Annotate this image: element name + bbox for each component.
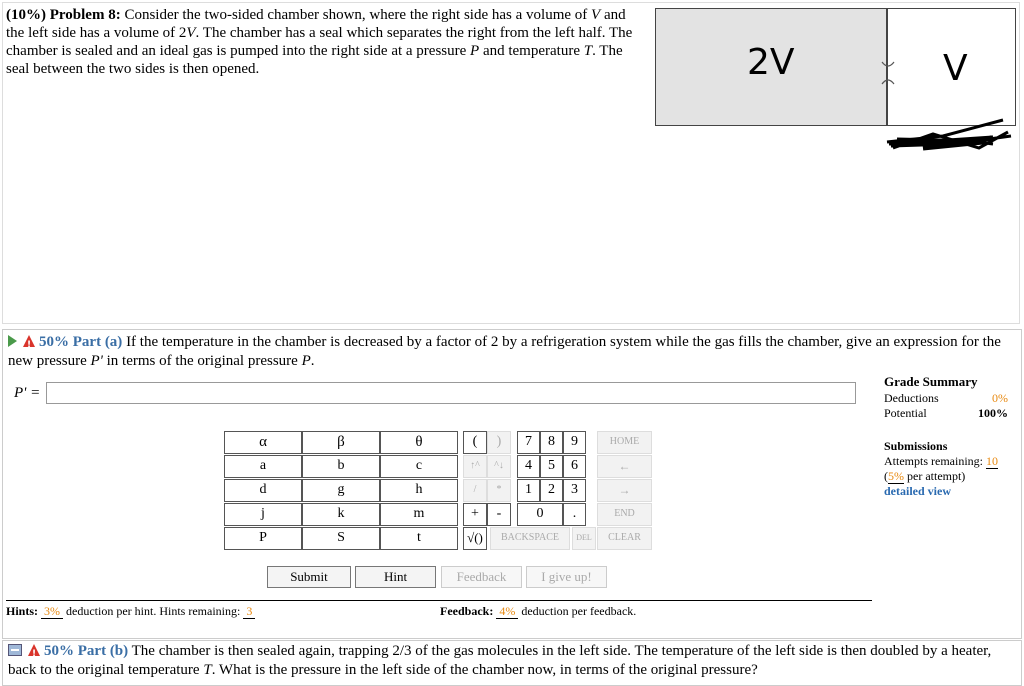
key-j[interactable]: j bbox=[224, 503, 302, 526]
key-m[interactable]: m bbox=[380, 503, 458, 526]
key-down[interactable]: ^↓ bbox=[487, 455, 511, 478]
feedback-text: deduction per feedback. bbox=[518, 604, 637, 618]
give-up-button[interactable]: I give up! bbox=[526, 566, 607, 588]
part-a-text-2: in terms of the original pressure bbox=[102, 353, 302, 369]
answer-label: P' = bbox=[14, 385, 41, 401]
var-p: P bbox=[301, 353, 311, 369]
part-b-label: Part (b) bbox=[77, 643, 129, 659]
key-open-paren[interactable]: ( bbox=[463, 431, 487, 454]
key-P[interactable]: P bbox=[224, 527, 302, 550]
answer-input[interactable] bbox=[46, 382, 856, 404]
hints-label: Hints: bbox=[6, 604, 39, 618]
play-icon[interactable] bbox=[8, 335, 17, 347]
part-a-text-3: . bbox=[310, 353, 315, 369]
key-divide[interactable]: / bbox=[463, 479, 487, 502]
key-home[interactable]: HOME bbox=[597, 431, 652, 454]
var-v: V bbox=[591, 7, 601, 23]
problem-text-1: Consider the two-sided chamber shown, where the right side has a volume of bbox=[124, 7, 592, 23]
part-a-label: Part (a) bbox=[72, 334, 123, 350]
deductions-row bbox=[884, 391, 1008, 406]
submit-button[interactable]: Submit bbox=[267, 566, 351, 588]
warning-icon bbox=[23, 335, 35, 347]
potential-row bbox=[884, 406, 1008, 421]
key-alpha[interactable]: α bbox=[224, 431, 302, 454]
submissions-title: Submissions bbox=[884, 439, 948, 453]
key-k[interactable]: k bbox=[302, 503, 380, 526]
key-4[interactable]: 4 bbox=[517, 455, 540, 478]
deductions-label: Deductions bbox=[884, 391, 939, 405]
problem-weight: (10%) bbox=[6, 7, 46, 23]
seal-icon bbox=[877, 58, 899, 88]
key-theta[interactable]: θ bbox=[380, 431, 458, 454]
problem-text-3: . The chamber has a seal which separates the right from the left half. The chamber is sealed and an ideal gas is pumped into the right side at a pressure bbox=[6, 25, 633, 59]
key-multiply[interactable]: * bbox=[487, 479, 511, 502]
key-d[interactable]: d bbox=[224, 479, 302, 502]
hints-feedback-bar bbox=[6, 600, 872, 623]
feedback-info bbox=[440, 604, 636, 619]
attempts-row bbox=[884, 454, 1008, 469]
key-up[interactable]: ↑^ bbox=[463, 455, 487, 478]
potential-value: 100% bbox=[978, 406, 1008, 420]
feedback-deduction: 4% bbox=[496, 604, 518, 619]
key-minus[interactable]: - bbox=[487, 503, 511, 526]
key-1[interactable]: 1 bbox=[517, 479, 540, 502]
deductions-value: 0% bbox=[992, 391, 1008, 405]
problem-text-2: and the left side has a volume of 2 bbox=[6, 7, 626, 41]
key-2[interactable]: 2 bbox=[540, 479, 563, 502]
key-5[interactable]: 5 bbox=[540, 455, 563, 478]
hints-remaining: 3 bbox=[243, 604, 255, 619]
key-backspace[interactable]: BACKSPACE bbox=[490, 527, 570, 550]
key-3[interactable]: 3 bbox=[563, 479, 586, 502]
left-volume-label: 2V bbox=[747, 42, 795, 83]
grade-summary-title: Grade Summary bbox=[884, 374, 978, 389]
part-b-text-2: . What is the pressure in the left side of the chamber now, in terms of the original pressure? bbox=[211, 662, 758, 678]
key-8[interactable]: 8 bbox=[540, 431, 563, 454]
key-t[interactable]: t bbox=[380, 527, 458, 550]
key-g[interactable]: g bbox=[302, 479, 380, 502]
problem-text-end: . The seal between the two sides is then opened. bbox=[6, 43, 623, 77]
scribble-redaction bbox=[883, 114, 1017, 154]
attempts-value: 10 bbox=[985, 454, 998, 468]
key-sqrt[interactable]: √() bbox=[463, 527, 487, 550]
part-b-text-1: The chamber is then sealed again, trapping 2/3 of the gas molecules in the left side. The temperature of the left side is then doubled by a heater, back to the original temperature bbox=[8, 643, 992, 678]
collapse-icon[interactable] bbox=[8, 644, 22, 656]
hint-button[interactable]: Hint bbox=[355, 566, 436, 588]
feedback-label: Feedback: bbox=[440, 604, 494, 618]
var-t: T bbox=[203, 662, 212, 678]
detailed-view-link[interactable]: detailed view bbox=[884, 484, 951, 498]
key-close-paren[interactable]: ) bbox=[487, 431, 511, 454]
key-left-arrow[interactable]: ← bbox=[597, 455, 652, 478]
chamber-figure bbox=[655, 8, 1017, 153]
key-c[interactable]: c bbox=[380, 455, 458, 478]
part-b-percent: 50% bbox=[44, 643, 74, 659]
var-v-2: V bbox=[186, 25, 196, 41]
key-b[interactable]: b bbox=[302, 455, 380, 478]
problem-text-and: and temperature bbox=[479, 43, 584, 59]
part-a-question bbox=[8, 333, 1016, 371]
per-attempt-value: 5% bbox=[888, 469, 904, 483]
hints-info bbox=[6, 604, 255, 619]
key-7[interactable]: 7 bbox=[517, 431, 540, 454]
hints-text: deduction per hint. Hints remaining: bbox=[63, 604, 244, 618]
key-h[interactable]: h bbox=[380, 479, 458, 502]
key-plus[interactable]: + bbox=[463, 503, 487, 526]
part-a-text-1: If the temperature in the chamber is decreased by a factor of 2 by a refrigeration system while the gas fills the chamber, give an expression for the new pressure bbox=[8, 334, 1001, 369]
problem-statement bbox=[6, 6, 646, 78]
problem-title: Problem 8: bbox=[49, 7, 121, 23]
feedback-button[interactable]: Feedback bbox=[441, 566, 522, 588]
var-p: P bbox=[470, 43, 480, 59]
key-dot[interactable]: . bbox=[563, 503, 586, 526]
part-a-percent: 50% bbox=[39, 334, 69, 350]
hints-deduction: 3% bbox=[41, 604, 63, 619]
key-6[interactable]: 6 bbox=[563, 455, 586, 478]
key-right-arrow[interactable]: → bbox=[597, 479, 652, 502]
right-volume-label: V bbox=[943, 48, 968, 89]
key-a[interactable]: a bbox=[224, 455, 302, 478]
per-attempt-open: ( bbox=[884, 469, 888, 483]
grade-summary bbox=[884, 374, 1008, 499]
warning-icon bbox=[28, 644, 40, 656]
attempts-label: Attempts remaining: bbox=[884, 454, 983, 468]
per-attempt-text: per attempt) bbox=[904, 469, 966, 483]
part-b-question bbox=[8, 642, 1016, 680]
key-beta[interactable]: β bbox=[302, 431, 380, 454]
per-attempt-row bbox=[884, 469, 1008, 484]
key-del[interactable]: DEL bbox=[572, 527, 596, 550]
potential-label: Potential bbox=[884, 406, 927, 420]
key-9[interactable]: 9 bbox=[563, 431, 586, 454]
key-0[interactable]: 0 bbox=[517, 503, 563, 526]
key-end[interactable]: END bbox=[597, 503, 652, 526]
var-t: T bbox=[583, 43, 593, 59]
var-p-prime: P' bbox=[90, 353, 103, 369]
key-clear[interactable]: CLEAR bbox=[597, 527, 652, 550]
part-a-panel bbox=[2, 329, 1022, 639]
key-S[interactable]: S bbox=[302, 527, 380, 550]
